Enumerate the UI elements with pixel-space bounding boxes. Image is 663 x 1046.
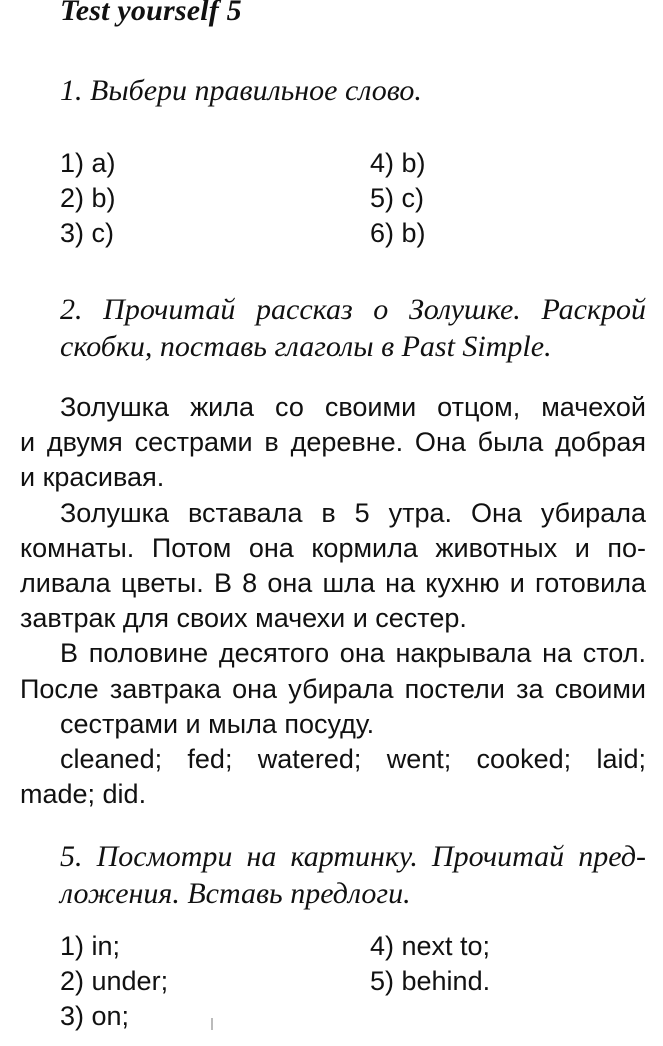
answer-item: 2) under; bbox=[60, 966, 169, 996]
task-2-heading-line: скобки, поставь глаголы в Past Simple. bbox=[60, 330, 552, 363]
answer-item: 6) b) bbox=[370, 218, 426, 248]
answer-item: 5) behind. bbox=[370, 966, 491, 996]
story-line: Золушка жила со своими отцом, мачехой bbox=[60, 392, 646, 422]
task-1-heading bbox=[60, 72, 650, 109]
story-line: и двумя сестрами в деревне. Она была добрая bbox=[20, 427, 646, 458]
task-5-answers-right bbox=[370, 929, 490, 999]
story-line: сестрами и мыла посуду. bbox=[60, 708, 375, 739]
answer-words-line: made; did. bbox=[20, 779, 147, 810]
task-1-heading-line: 1. Выбери правильное слово. bbox=[60, 74, 422, 107]
answer-words-line: cleaned; fed; watered; went; cooked; laid; bbox=[60, 744, 646, 775]
task-2-heading-line: 2. Прочитай рассказ о Золушке. Раскрой bbox=[60, 293, 646, 326]
task-1-answers-right bbox=[370, 146, 426, 251]
answer-item: 4) b) bbox=[370, 148, 426, 178]
story-line: ливала цветы. В 8 она шла на кухню и готовила bbox=[20, 568, 646, 599]
answer-item: 1) a) bbox=[60, 148, 116, 178]
story-line: Золушка вставала в 5 утра. Она убирала bbox=[60, 497, 646, 528]
page-title: Test yourself 5 bbox=[60, 0, 242, 27]
scan-mark bbox=[211, 1018, 213, 1030]
answer-item: 3) c) bbox=[60, 218, 114, 248]
story-line: После завтрака она убирала постели за своими bbox=[20, 673, 646, 704]
task-5-answers-left bbox=[60, 929, 168, 1034]
story-line: В половине десятого она накрывала на стол. bbox=[60, 638, 646, 669]
task-5-heading-line: 5. Посмотри на картинку. Прочитай пред- bbox=[60, 840, 646, 873]
answer-item: 2) b) bbox=[60, 183, 116, 213]
task-5-heading bbox=[60, 838, 646, 912]
answer-item: 1) in; bbox=[60, 931, 121, 961]
task-1-answers-left bbox=[60, 146, 116, 251]
task-5-heading-line: ложения. Вставь предлоги. bbox=[60, 877, 411, 910]
answer-item: 5) c) bbox=[370, 183, 424, 213]
story-line: комнаты. Потом она кормила животных и по- bbox=[20, 532, 646, 563]
answer-item: 3) on; bbox=[60, 1001, 130, 1031]
story-line: и красивая. bbox=[20, 462, 165, 493]
task-2-story bbox=[20, 390, 646, 812]
answer-item: 4) next to; bbox=[370, 931, 491, 961]
task-2-heading bbox=[60, 291, 646, 365]
story-line: завтрак для своих мачехи и сестер. bbox=[20, 603, 467, 634]
